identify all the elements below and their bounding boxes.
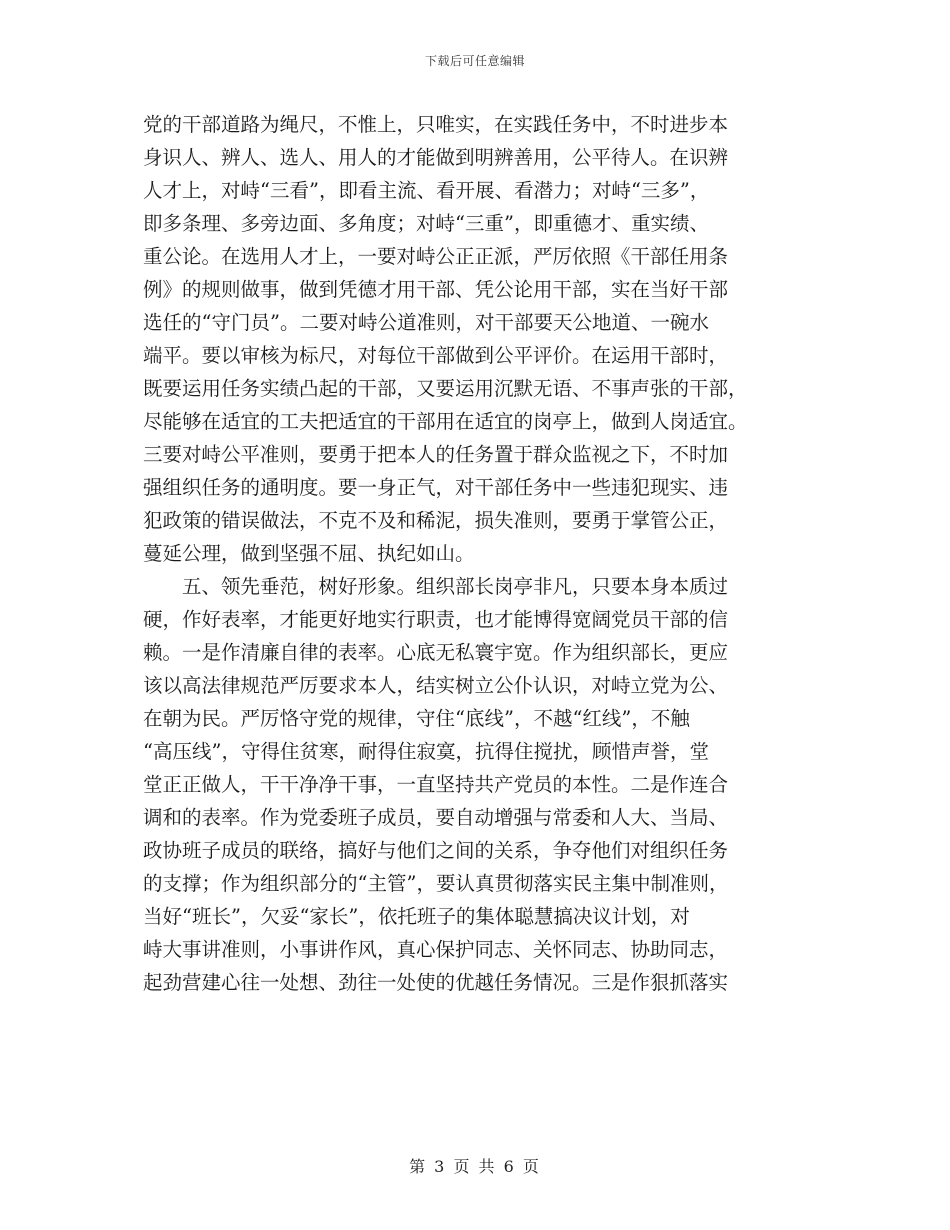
- text-line: 蔓延公理，做到坚强不屈、执纪如山。: [143, 542, 475, 565]
- text-line: 五、领先垂范，树好形象。组织部长岗亭非凡，只要本身本质过: [143, 575, 729, 598]
- text-line: 起劲营建心往一处想、劲往一处使的优越任务情况。三是作狠抓落实: [143, 971, 729, 994]
- page-number: 第 3 页 共 6 页: [409, 1157, 541, 1176]
- text-line: 赖。一是作清廉自律的表率。心底无私寰宇宽。作为组织部长，更应: [143, 641, 729, 664]
- text-line: 堂正正做人，干干净净干事，一直坚持共产党员的本性。二是作连合: [143, 773, 729, 796]
- text-line: 该以高法律规范严厉要求本人，结实树立公仆认识，对峙立党为公、: [143, 674, 729, 697]
- text-line: 人才上，对峙“三看”，即看主流、看开展、看潜力；对峙“三多”，: [143, 179, 710, 202]
- text-line: 政协班子成员的联络，搞好与他们之间的关系，争夺他们对组织任务: [143, 839, 729, 862]
- text-line: 峙大事讲准则，小事讲作风，真心保护同志、关怀同志、协助同志，: [143, 938, 729, 961]
- text-line: 三要对峙公平准则，要勇于把本人的任务置于群众监视之下，不时加: [143, 443, 729, 466]
- text-line: 当好“班长”，欠妥“家长”，依托班子的集体聪慧搞决议计划，对: [143, 905, 690, 928]
- text-line: 在朝为民。严厉恪守党的规律，守住“底线”，不越“红线”，不触: [143, 707, 690, 730]
- text-line: 既要运用任务实绩凸起的干部，又要运用沉默无语、不事声张的干部，: [143, 377, 748, 400]
- text-line: 端平。要以审核为标尺，对每位干部做到公平评价。在运用干部时，: [143, 344, 729, 367]
- text-line: 调和的表率。作为党委班子成员，要自动增强与常委和人大、当局、: [143, 806, 729, 829]
- text-line: 强组织任务的通明度。要一身正气，对干部任务中一些违犯现实、违: [143, 476, 729, 499]
- text-line: 犯政策的错误做法，不克不及和稀泥，损失准则，要勇于掌管公正，: [143, 509, 729, 532]
- text-line: 重公论。在选用人才上，一要对峙公正正派，严厉依照《干部任用条: [143, 245, 729, 268]
- text-line: “高压线”，守得住贫寒，耐得住寂寞，抗得住搅扰，顾惜声誉，堂: [143, 740, 709, 763]
- document-body: [143, 108, 801, 999]
- page-header: 下载后可任意编辑: [424, 54, 525, 68]
- text-line: 党的干部道路为绳尺，不惟上，只唯实，在实践任务中，不时进步本: [143, 113, 729, 136]
- text-line: 身识人、辨人、选人、用人的才能做到明辨善用，公平待人。在识辨: [143, 146, 729, 169]
- text-line: 硬，作好表率，才能更好地实行职责，也才能博得宽阔党员干部的信: [143, 608, 729, 631]
- text-line: 选任的“守门员”。二要对峙公道准则，对干部要天公地道、一碗水: [143, 311, 709, 334]
- text-line: 的支撑；作为组织部分的“主管”，要认真贯彻落实民主集中制准则，: [143, 872, 729, 895]
- text-line: 例》的规则做事，做到凭德才用干部、凭公论用干部，实在当好干部: [143, 278, 729, 301]
- text-line: 即多条理、多旁边面、多角度；对峙“三重”，即重德才、重实绩、: [143, 212, 709, 235]
- text-line: 尽能够在适宜的工夫把适宜的干部用在适宜的岗亭上，做到人岗适宜。: [143, 410, 748, 433]
